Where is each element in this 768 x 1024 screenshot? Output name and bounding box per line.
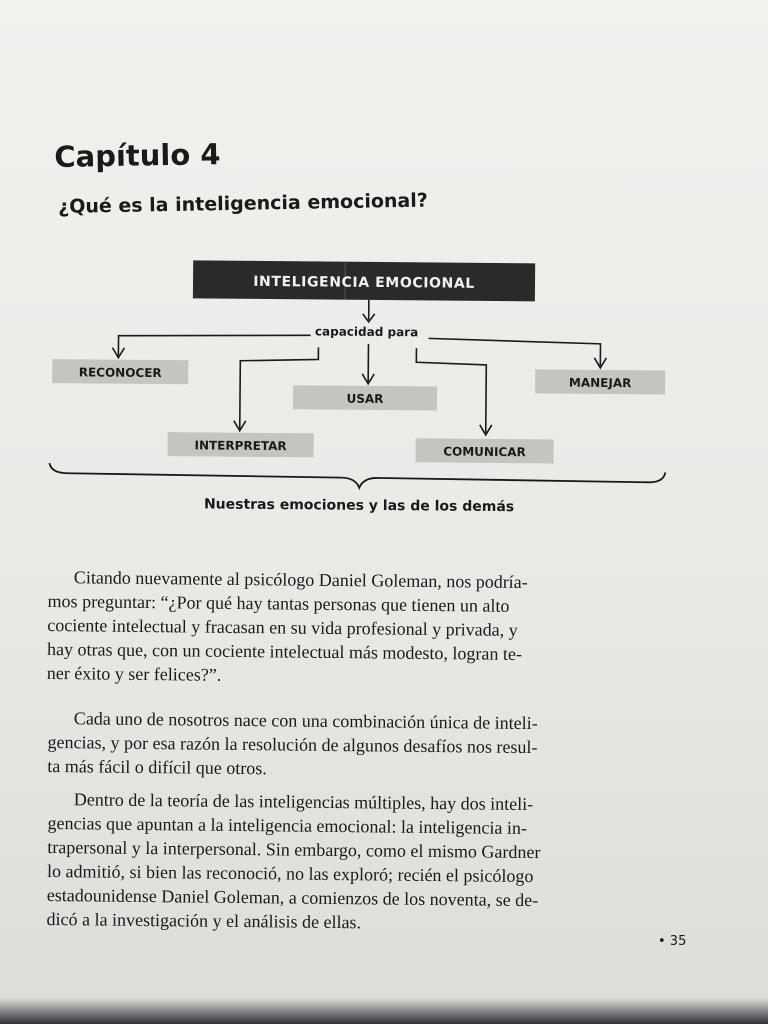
- paragraph-3-line: lo admitió, si bien las reconoció, no las exploró; recién el psicólogo: [47, 860, 534, 887]
- box-comunicar-label: COMUNICAR: [443, 444, 526, 460]
- paragraph-1-line: hay otras que, con un cociente intelectual más modesto, logran te-: [47, 638, 523, 664]
- box-manejar: [535, 369, 665, 394]
- paragraph-1-line: Citando nuevamente al psicólogo Daniel Goleman, nos podría-: [73, 567, 528, 593]
- diagram-caption: Nuestras emociones y las de los demás: [203, 496, 515, 516]
- paragraph-3-line: dicó a la investigación y el análisis de ellas.: [46, 908, 362, 933]
- box-interpretar-label: INTERPRETAR: [194, 438, 287, 454]
- box-reconocer: [52, 359, 188, 384]
- box-usar-label: USAR: [346, 391, 384, 406]
- page-number: • 35: [658, 934, 687, 949]
- page-bottom-shadow: [0, 998, 768, 1024]
- chapter-title: Capítulo 4: [54, 137, 221, 174]
- connector-lines: [112, 334, 607, 436]
- paragraph-1-line: ner éxito y ser felices?”.: [46, 662, 222, 685]
- box-usar: [293, 385, 437, 410]
- paragraph-1-line: cociente intelectual y fracasan en su vida profesional y privada, y: [47, 614, 518, 640]
- box-comunicar: [415, 438, 553, 463]
- paragraph-2-line: ta más fácil o difícil que otros.: [47, 755, 267, 779]
- paragraph-1-line: mos preguntar: “¿Por qué hay tantas personas que tienen un alto: [47, 590, 510, 616]
- paragraph-3-line: Dentro de la teoría de las inteligencias múltiples, hay dos inteli-: [73, 789, 534, 815]
- chapter-subtitle: ¿Qué es la inteligencia emocional?: [58, 189, 428, 218]
- box-reconocer-label: RECONOCER: [78, 365, 162, 381]
- paragraph-3: [46, 787, 667, 937]
- bottom-brace: [49, 463, 665, 490]
- connector-label: capacidad para: [314, 324, 419, 340]
- paragraph-3-line: trapersonal y la interpersonal. Sin embargo, como el mismo Gardner: [47, 836, 541, 863]
- box-interpretar: [168, 432, 314, 457]
- paragraph-1: [47, 565, 668, 691]
- paragraph-3-line: estadounidense Daniel Goleman, a comienzos de los noventa, se de-: [46, 884, 539, 911]
- diagram-header-label: INTELIGENCIA EMOCIONAL: [253, 273, 475, 292]
- paragraph-2-line: gencias, y por esa razón la resolución de algunos desafíos nos resul-: [47, 731, 538, 758]
- paragraph-3-line: gencias que apuntan a la inteligencia emocional: la inteligencia in-: [47, 812, 528, 839]
- box-manejar-label: MANEJAR: [568, 375, 632, 391]
- paragraph-2-line: Cada uno de nosotros nace con una combinación única de inteli-: [73, 708, 538, 734]
- paragraph-2: [47, 706, 668, 784]
